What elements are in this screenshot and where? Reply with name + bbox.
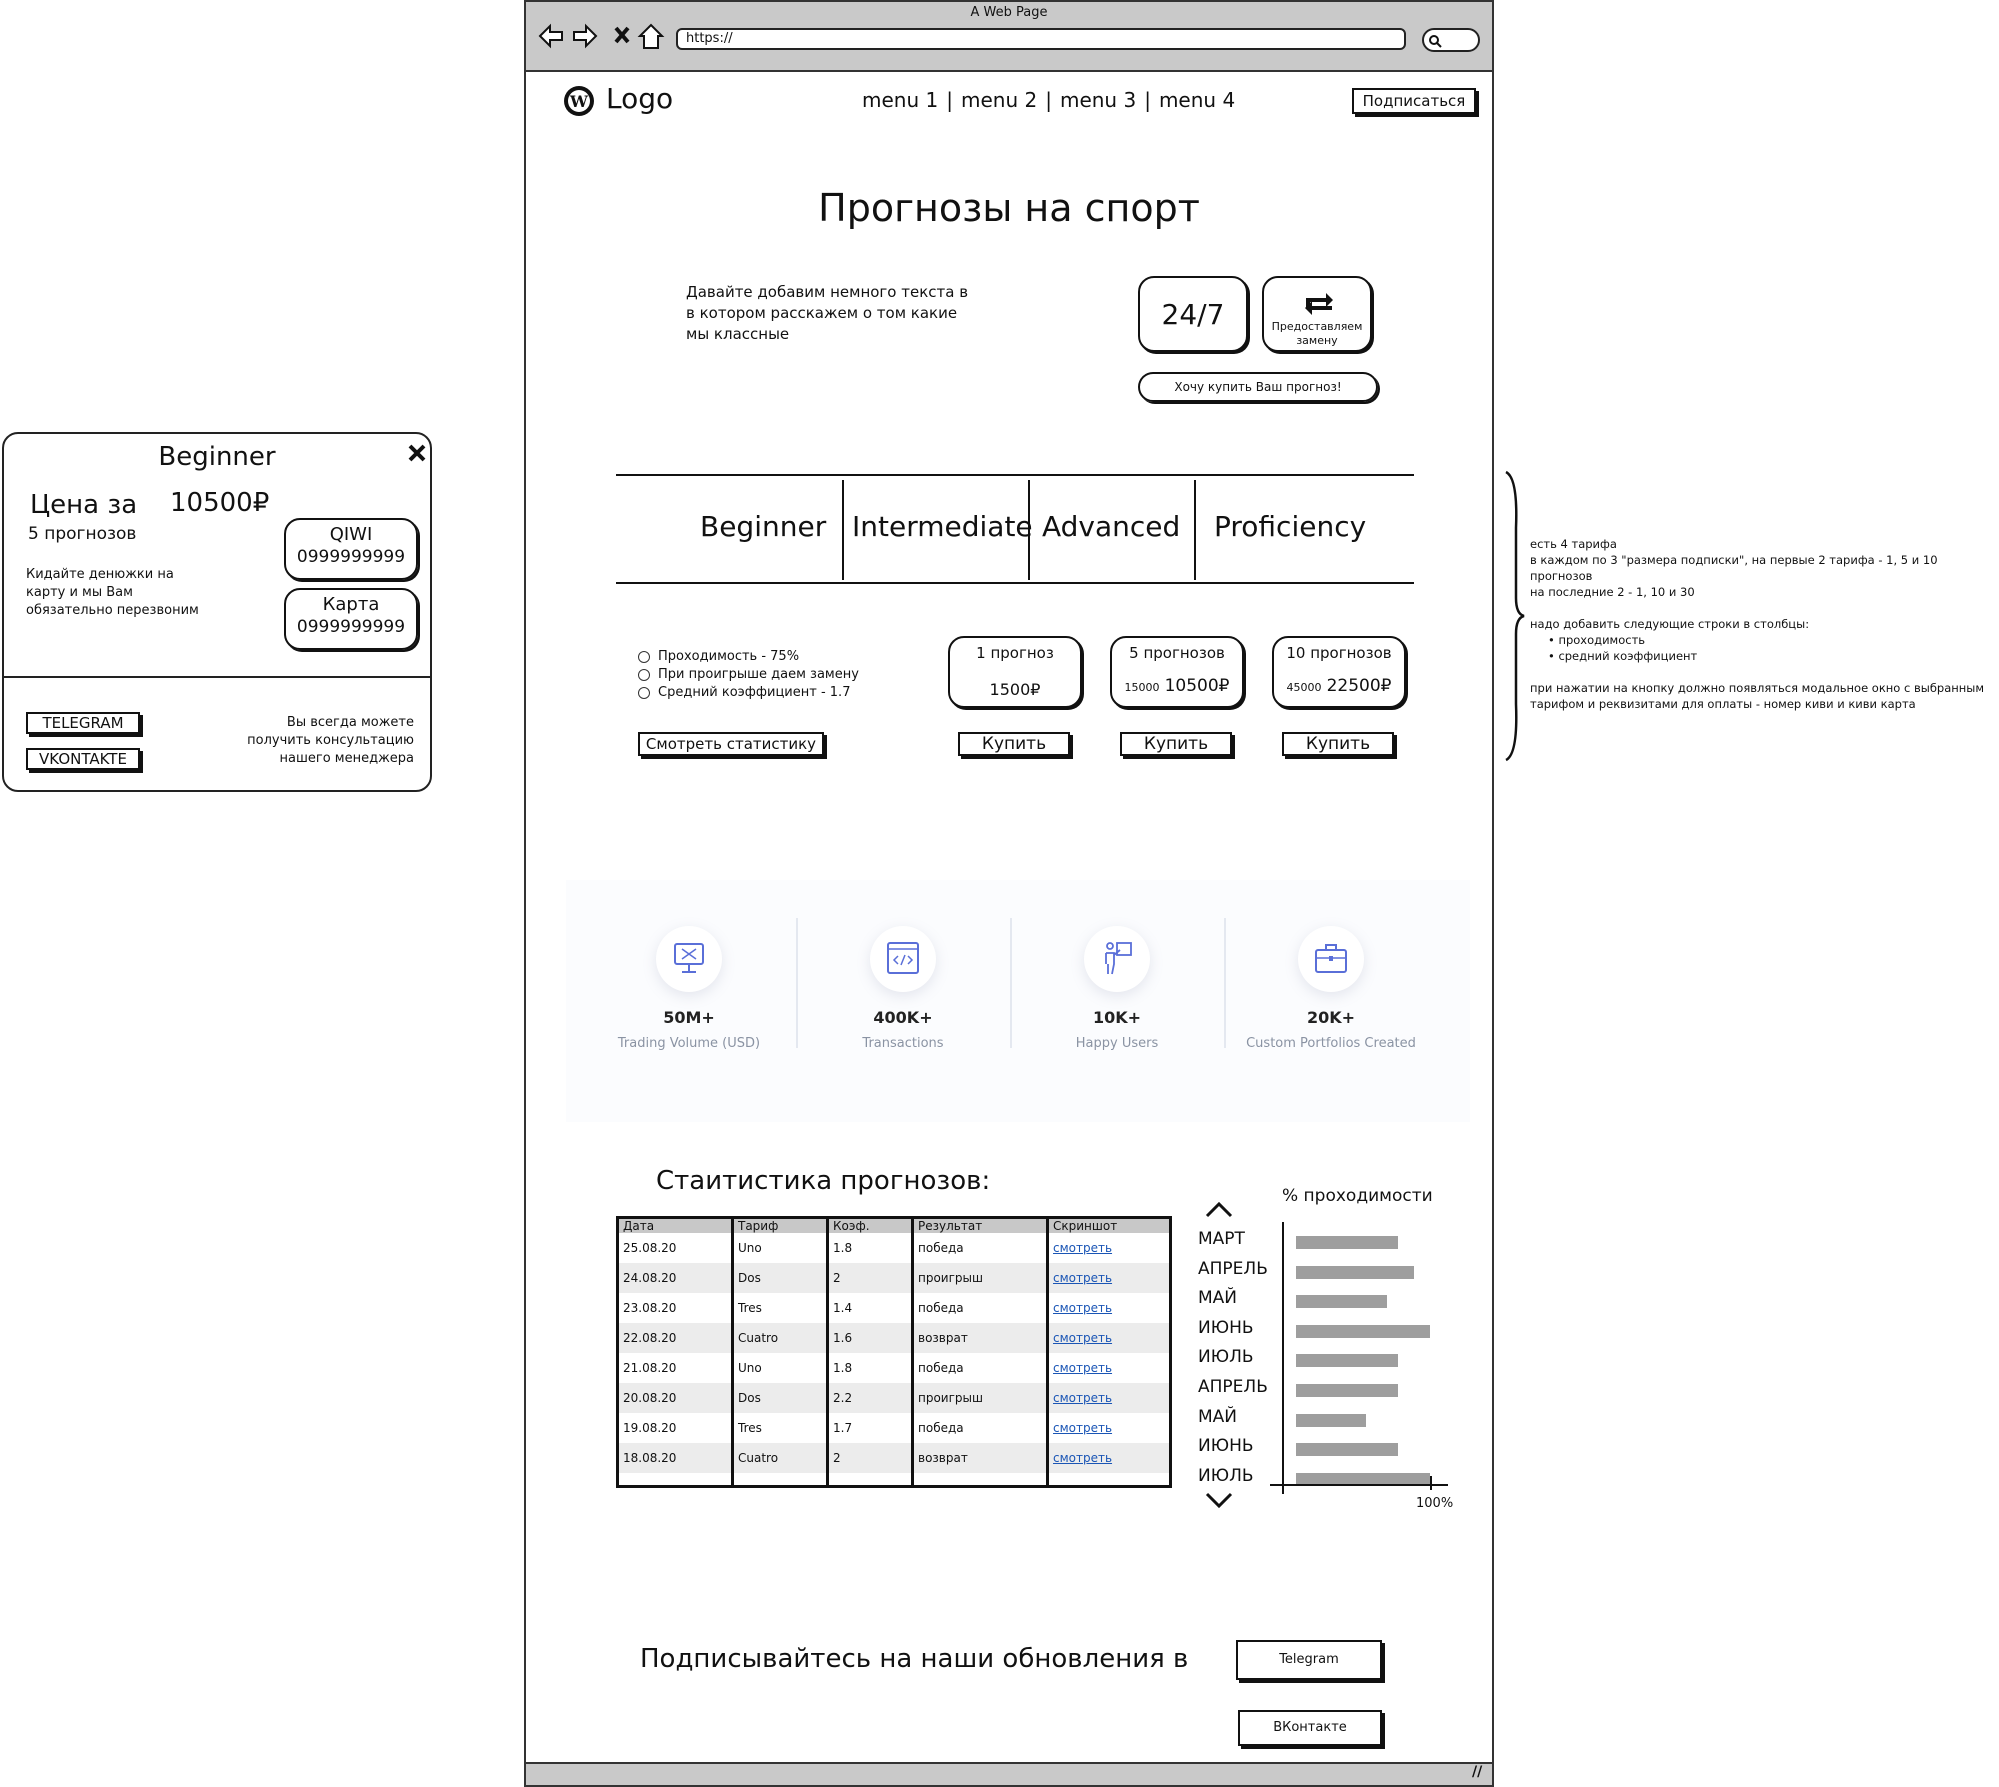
table-cell: 1.6: [828, 1323, 913, 1353]
table-cell: Tres: [733, 1293, 828, 1323]
tab-divider: [1194, 480, 1196, 580]
menu-item-4[interactable]: menu 4: [1158, 88, 1236, 112]
browser-nav-icons: [536, 22, 666, 54]
metrics-divider: [1010, 918, 1012, 1048]
card-number: 0999999999: [296, 617, 406, 637]
chart-category-label: ИЮЛЬ: [1198, 1347, 1254, 1368]
table-cell: 2: [828, 1443, 913, 1473]
statistics-table: [616, 1216, 1172, 1488]
chart-category-label: АПРЕЛЬ: [1198, 1258, 1268, 1279]
table-cell: 22.08.20: [618, 1323, 733, 1353]
subscribe-updates-text: Подписывайтесь на наши обновления в: [640, 1644, 1189, 1674]
screenshot-link[interactable]: смотреть: [1053, 1451, 1113, 1465]
home-icon[interactable]: [640, 25, 662, 48]
table-cell: [1048, 1323, 1171, 1353]
table-cell: [1048, 1443, 1171, 1473]
code-window-icon: [870, 926, 936, 992]
table-cell: Uno: [733, 1353, 828, 1383]
browser-title: A Web Page: [970, 5, 1048, 20]
back-icon[interactable]: [540, 26, 562, 46]
metric-icon-wrap: [656, 926, 722, 992]
menu-item-3[interactable]: menu 3: [1059, 88, 1137, 112]
modal-vkontakte-button[interactable]: VKONTAKTE: [26, 748, 140, 770]
chart-bar: [1296, 1236, 1398, 1249]
modal-note: Кидайте денюжки на карту и мы Вам обязательно перезвоним: [26, 567, 199, 618]
table-cell: [1048, 1383, 1171, 1413]
feature-item: Средний коэффициент - 1.7: [638, 684, 859, 702]
payment-modal: [2, 432, 432, 792]
table-cell: 25.08.20: [618, 1233, 733, 1263]
table-cell: Dos: [733, 1383, 828, 1413]
presenter-icon: [1084, 926, 1150, 992]
menu-item-1[interactable]: menu 1: [862, 88, 939, 112]
chart-category-label: ИЮНЬ: [1198, 1317, 1254, 1338]
chart-category-label: МАРТ: [1198, 1229, 1245, 1249]
tariff-features: [638, 648, 859, 702]
plan-card-1[interactable]: [948, 636, 1082, 708]
chart-bar: [1296, 1266, 1414, 1279]
screenshot-link[interactable]: смотреть: [1053, 1361, 1113, 1375]
table-row: [618, 1323, 1171, 1353]
chart-category-label: АПРЕЛЬ: [1198, 1377, 1268, 1397]
metric-value: 50M+: [663, 1008, 715, 1027]
table-cell: 1.7: [828, 1413, 913, 1443]
plan-old-price: 15000: [1124, 681, 1160, 694]
buy-button-1[interactable]: Купить: [958, 732, 1070, 756]
table-cell: проигрыш: [913, 1263, 1048, 1293]
buy-button-10[interactable]: Купить: [1282, 732, 1394, 756]
chevron-down-icon[interactable]: [1204, 1490, 1234, 1510]
wordpress-logo-icon: [562, 84, 596, 118]
annotation-brace-icon: [1500, 468, 1530, 764]
table-cell: возврат: [913, 1443, 1048, 1473]
feature-item: При проигрыше даем замену: [638, 666, 859, 684]
metrics-divider: [1224, 918, 1226, 1048]
metric-label: Happy Users: [1075, 1036, 1159, 1051]
table-cell: [1048, 1353, 1171, 1383]
qiwi-number: 0999999999: [296, 547, 406, 567]
feature-item: Проходимость - 75%: [638, 648, 859, 666]
chart-bar: [1296, 1354, 1398, 1367]
modal-count: 5 прогнозов: [28, 524, 137, 544]
plan-title: 1 прогноз: [976, 644, 1054, 662]
qiwi-box[interactable]: [284, 518, 418, 580]
table-cell: 18.08.20: [618, 1443, 733, 1473]
search-icon: [1426, 31, 1446, 51]
plan-price: 22500₽: [1326, 676, 1392, 696]
modal-consult-text: Вы всегда можете получить консультацию нашего менеджера: [247, 715, 414, 766]
annotation-line: на последние 2 - 1, 10 и 30: [1530, 585, 1695, 599]
modal-price: 10500₽: [170, 488, 270, 518]
metric-icon-wrap: [1084, 926, 1150, 992]
table-cell: [1048, 1233, 1171, 1263]
address-bar[interactable]: https://: [676, 28, 1406, 50]
annotation-line: [1530, 600, 1996, 616]
svg-text:W: W: [570, 92, 588, 111]
table-cell: Tres: [733, 1413, 828, 1443]
tab-proficiency[interactable]: Proficiency: [1214, 510, 1367, 543]
table-cell: 1.8: [828, 1353, 913, 1383]
chart-category-label: ИЮНЬ: [1198, 1436, 1254, 1457]
chart-y-axis: [1282, 1222, 1284, 1494]
chart-bar: [1296, 1325, 1430, 1338]
briefcase-icon: [1298, 926, 1364, 992]
table-cell: возврат: [913, 1323, 1048, 1353]
chart-bar: [1296, 1295, 1387, 1308]
close-icon[interactable]: [616, 28, 628, 42]
plan-card-10[interactable]: [1272, 636, 1406, 708]
monitor-icon: [656, 926, 722, 992]
table-cell: 20.08.20: [618, 1383, 733, 1413]
table-row: [618, 1293, 1171, 1323]
chart-tick: [1430, 1476, 1432, 1490]
chart-category-label: МАЙ: [1198, 1406, 1238, 1427]
tab-advanced[interactable]: Advanced: [1042, 510, 1181, 543]
browser-search-box[interactable]: [1422, 28, 1480, 52]
card-box[interactable]: [284, 588, 418, 650]
table-row: [618, 1443, 1171, 1473]
table-cell: проигрыш: [913, 1383, 1048, 1413]
chart-x-label: 100%: [1416, 1496, 1454, 1511]
table-cell: Cuatro: [733, 1443, 828, 1473]
table-cell: победа: [913, 1233, 1048, 1263]
tabs-bottom-divider: [616, 582, 1414, 584]
screenshot-link[interactable]: смотреть: [1053, 1391, 1113, 1405]
annotation-line: [1530, 664, 1996, 680]
table-cell: 2.2: [828, 1383, 913, 1413]
subscribe-button[interactable]: Подписаться: [1352, 88, 1476, 114]
swap-arrows-icon: [1302, 288, 1336, 316]
plan-title: 5 прогнозов: [1129, 644, 1225, 662]
metric-icon-wrap: [1298, 926, 1364, 992]
buy-forecast-button[interactable]: Хочу купить Ваш прогноз!: [1138, 372, 1378, 402]
plan-title: 10 прогнозов: [1286, 644, 1392, 662]
statistics-table-body: [618, 1233, 1171, 1487]
column-header: Тариф: [733, 1218, 828, 1234]
forward-icon[interactable]: [574, 26, 596, 46]
table-row: [618, 1263, 1171, 1293]
plan-price: 10500₽: [1164, 676, 1230, 696]
metrics-section: [566, 880, 1470, 1122]
buy-button-5[interactable]: Купить: [1120, 732, 1232, 756]
column-header: Результат: [913, 1218, 1048, 1234]
table-cell: Uno: [733, 1233, 828, 1263]
vkontakte-button[interactable]: ВКонтакте: [1238, 1710, 1382, 1746]
metrics-divider: [796, 918, 798, 1048]
annotation-line: • средний коэффициент: [1548, 649, 1698, 663]
table-row: [618, 1233, 1171, 1263]
badge-24-7-text: 24/7: [1161, 298, 1225, 331]
telegram-button[interactable]: Telegram: [1236, 1640, 1382, 1680]
metric-label: Transactions: [862, 1036, 944, 1051]
screenshot-link[interactable]: смотреть: [1053, 1241, 1113, 1255]
table-cell: [1048, 1413, 1171, 1443]
modal-telegram-button[interactable]: TELEGRAM: [26, 712, 140, 734]
screenshot-link[interactable]: смотреть: [1053, 1421, 1113, 1435]
plan-old-price: 45000: [1286, 681, 1322, 694]
annotation-line: • проходимость: [1548, 633, 1646, 647]
main-menu: menu 1 | menu 2 | menu 3 | menu 4: [862, 88, 1236, 112]
tab-beginner[interactable]: Beginner: [700, 510, 827, 543]
table-cell: 21.08.20: [618, 1353, 733, 1383]
annotation-line: тарифом и реквизитами для оплаты - номер киви и киви карта: [1530, 697, 1916, 711]
screenshot-link[interactable]: смотреть: [1053, 1301, 1113, 1315]
table-cell: 1.8: [828, 1233, 913, 1263]
chart-category-label: ИЮЛЬ: [1198, 1465, 1254, 1486]
badge-replacement-text: Предоставляем замену: [1271, 320, 1363, 347]
chart-x-axis: [1270, 1484, 1448, 1486]
resize-grip-icon[interactable]: //: [1472, 1764, 1483, 1780]
annotation-line: надо добавить следующие строки в столбцы:: [1530, 617, 1810, 631]
table-cell: [1048, 1293, 1171, 1323]
chart-category-label: МАЙ: [1198, 1288, 1238, 1309]
table-cell: 19.08.20: [618, 1413, 733, 1443]
table-cell: победа: [913, 1353, 1048, 1383]
table-cell: 24.08.20: [618, 1263, 733, 1293]
qiwi-label: QIWI: [329, 524, 373, 545]
metric-icon-wrap: [870, 926, 936, 992]
tabs-top-divider: [616, 474, 1414, 476]
screenshot-link[interactable]: смотреть: [1053, 1331, 1113, 1345]
metric-value: 400K+: [873, 1008, 933, 1027]
badge-24-7: [1138, 276, 1248, 352]
metric-value: 20K+: [1306, 1008, 1356, 1027]
metric-label: Trading Volume (USD): [617, 1036, 761, 1051]
table-row: [618, 1473, 1171, 1487]
metric-label: Custom Portfolios Created: [1246, 1036, 1416, 1051]
modal-price-prefix: Цена за: [30, 490, 138, 520]
logo-text[interactable]: Logo: [606, 82, 674, 115]
plan-price: 1500₽: [989, 680, 1041, 699]
menu-item-2[interactable]: menu 2: [960, 88, 1038, 112]
plan-card-5[interactable]: [1110, 636, 1244, 708]
annotation-note: [1530, 536, 1996, 712]
metric-value: 10K+: [1092, 1008, 1142, 1027]
statistics-title: Стаитистика прогнозов:: [656, 1166, 991, 1196]
browser-status-bar: [524, 1762, 1494, 1787]
table-cell: победа: [913, 1413, 1048, 1443]
annotation-line: при нажатии на кнопку должно появляться модальное окно с выбранным: [1530, 681, 1985, 695]
table-row: [618, 1413, 1171, 1443]
table-cell: Cuatro: [733, 1323, 828, 1353]
screenshot-link[interactable]: смотреть: [1053, 1271, 1113, 1285]
modal-title: Beginner: [158, 442, 276, 472]
annotation-line: есть 4 тарифа: [1530, 537, 1617, 551]
table-cell: 2: [828, 1263, 913, 1293]
chevron-up-icon[interactable]: [1204, 1200, 1234, 1220]
table-row: [618, 1353, 1171, 1383]
column-header: Скриншот: [1048, 1218, 1171, 1234]
chart-title: % проходимости: [1282, 1186, 1433, 1206]
table-cell: Dos: [733, 1263, 828, 1293]
table-header-row: [618, 1218, 1171, 1234]
tab-intermediate[interactable]: Intermediate: [852, 510, 1033, 543]
chart-bar: [1296, 1414, 1366, 1427]
column-header: Коэф.: [828, 1218, 913, 1234]
close-icon[interactable]: [408, 444, 426, 462]
tab-divider: [842, 480, 844, 580]
table-cell: [1048, 1263, 1171, 1293]
page-title: Прогнозы на спорт: [818, 186, 1200, 230]
table-cell: 23.08.20: [618, 1293, 733, 1323]
annotation-line: в каждом по 3 "размера подписки", на первые 2 тарифа - 1, 5 и 10 прогнозов: [1530, 553, 1938, 583]
table-cell: победа: [913, 1293, 1048, 1323]
chart-bar: [1296, 1443, 1398, 1456]
badge-replacement: [1262, 276, 1372, 352]
hero-description: Давайте добавим немного текста в в котором расскажем о том какие мы классные: [686, 283, 969, 343]
modal-divider: [4, 676, 430, 678]
column-header: Дата: [618, 1218, 733, 1234]
chart-bar: [1296, 1384, 1398, 1397]
table-cell: 1.4: [828, 1293, 913, 1323]
table-row: [618, 1383, 1171, 1413]
view-statistics-button[interactable]: Смотреть статистику: [638, 732, 824, 756]
card-label: Карта: [322, 594, 380, 615]
